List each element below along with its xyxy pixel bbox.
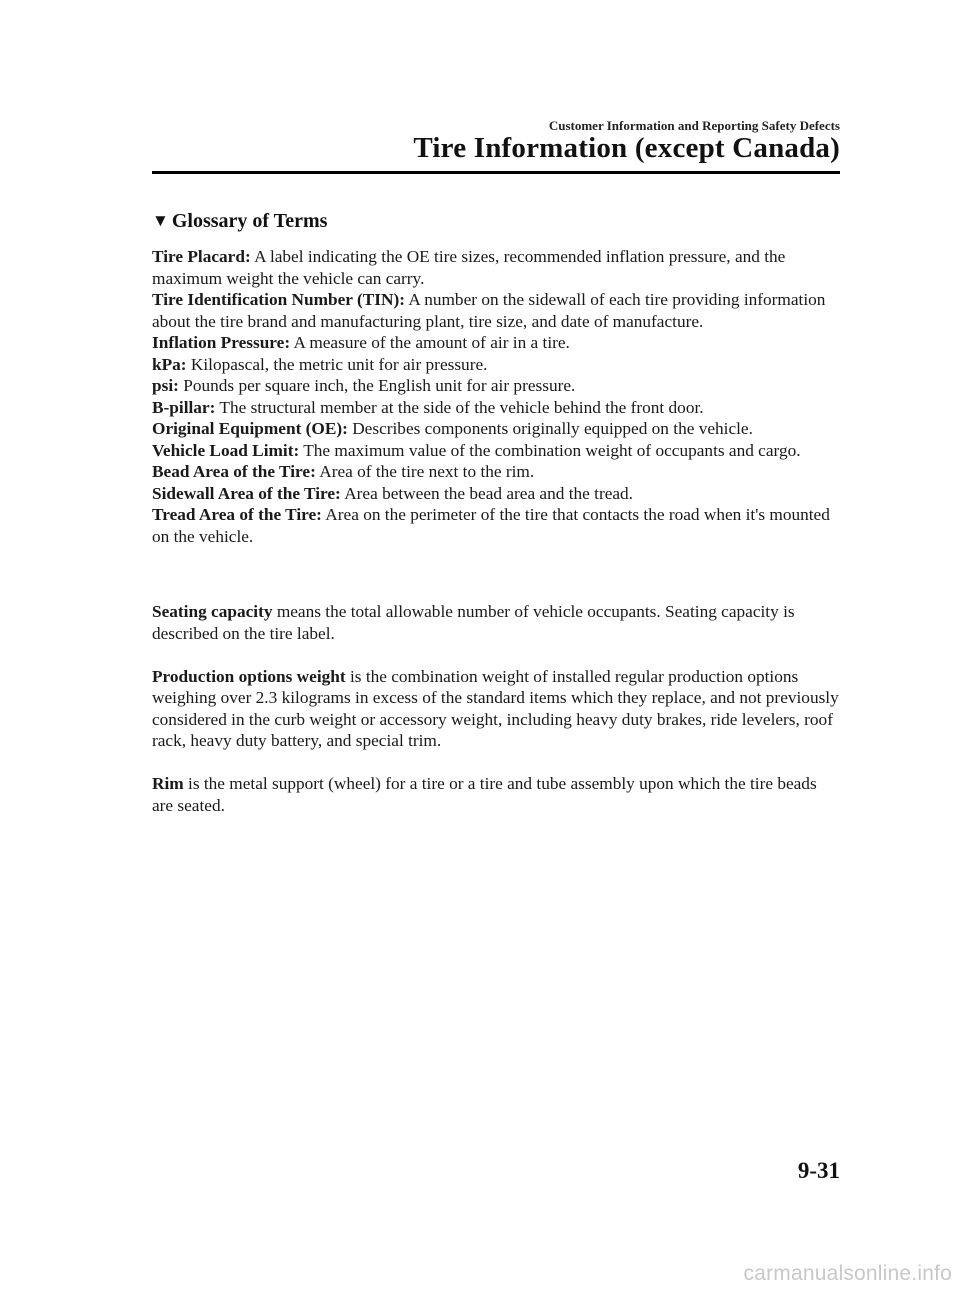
definitions-body (152, 601, 842, 838)
paragraph-rim (152, 773, 842, 816)
paragraph-term: Production options weight (152, 666, 346, 686)
glossary-entry-tin (152, 289, 842, 332)
paragraph-production-options-weight (152, 666, 842, 752)
glossary-definition: Area of the tire next to the rim. (319, 462, 535, 481)
glossary-list (152, 246, 842, 547)
glossary-definition: Describes components originally equipped on the vehicle. (352, 419, 753, 438)
paragraph-term: Rim (152, 774, 184, 793)
glossary-entry-vehicle-load-limit (152, 440, 842, 462)
page-number: 9-31 (797, 1158, 840, 1183)
glossary-entry-psi (152, 375, 842, 397)
glossary-definition: Area on the perimeter of the tire that contacts the road when it's mounted on the vehicle. (152, 505, 830, 546)
glossary-term: Sidewall Area of the Tire: (152, 483, 341, 503)
glossary-definition: Kilopascal, the metric unit for air pressure. (190, 354, 488, 374)
paragraph-text: is the metal support (wheel) for a tire or a tire and tube assembly upon which the tire beads are seated. (152, 774, 817, 815)
glossary-term: Tire Placard: (152, 247, 251, 266)
glossary-term: kPa: (152, 354, 187, 374)
header-divider (152, 171, 840, 174)
glossary-entry-tread-area (152, 504, 842, 547)
glossary-definition: Area between the bead area and the tread. (344, 483, 633, 503)
section-title: Customer Information and Reporting Safety Defects (548, 118, 840, 133)
glossary-definition: A label indicating the OE tire sizes, recommended inflation pressure, and the maximum weight the vehicle can carry. (152, 247, 786, 288)
paragraph-text: is the combination weight of installed regular production options weighing over 2.3 kilograms in excess of the standard items which they replace, and not previously considered in the curb weight or accessory weight, including heavy duty brakes, ride levelers, roof rack, heavy duty battery, and special trim. (152, 666, 839, 750)
glossary-term: Vehicle Load Limit: (152, 440, 300, 460)
glossary-entry-inflation-pressure (152, 332, 842, 354)
glossary-term: Tread Area of the Tire: (152, 505, 322, 524)
paragraph-seating-capacity (152, 601, 842, 644)
glossary-term: psi: (152, 376, 179, 395)
glossary-definition: A number on the sidewall of each tire providing information about the tire brand and manufacturing plant, tire size, and date of manufacture. (152, 290, 826, 331)
glossary-term: B-pillar: (152, 397, 216, 417)
page-title: Tire Information (except Canada) (413, 132, 840, 164)
glossary-heading (152, 210, 327, 233)
glossary-definition: The structural member at the side of the vehicle behind the front door. (219, 397, 704, 417)
glossary-entry-original-equipment (152, 418, 842, 440)
glossary-term: Original Equipment (OE): (152, 419, 348, 438)
paragraph-term: Seating capacity (152, 602, 273, 621)
paragraph-text: means the total allowable number of vehicle occupants. Seating capacity is described on the tire label. (152, 602, 795, 643)
watermark: carmanualsonline.info (743, 1262, 952, 1285)
glossary-entry-sidewall-area (152, 483, 842, 505)
glossary-heading-text: Glossary of Terms (171, 210, 328, 232)
glossary-definition: Pounds per square inch, the English unit for air pressure. (183, 376, 576, 395)
glossary-term: Bead Area of the Tire: (152, 462, 316, 481)
glossary-term: Tire Identification Number (TIN): (152, 290, 405, 309)
glossary-definition: The maximum value of the combination weight of occupants and cargo. (303, 440, 801, 460)
glossary-term: Inflation Pressure: (152, 333, 291, 352)
glossary-entry-bead-area (152, 461, 842, 483)
triangle-bullet-icon: ▼ (152, 211, 169, 230)
glossary-entry-kpa (152, 354, 842, 376)
glossary-definition: A measure of the amount of air in a tire. (293, 333, 570, 352)
glossary-entry-tire-placard (152, 246, 842, 289)
glossary-entry-b-pillar (152, 397, 842, 419)
